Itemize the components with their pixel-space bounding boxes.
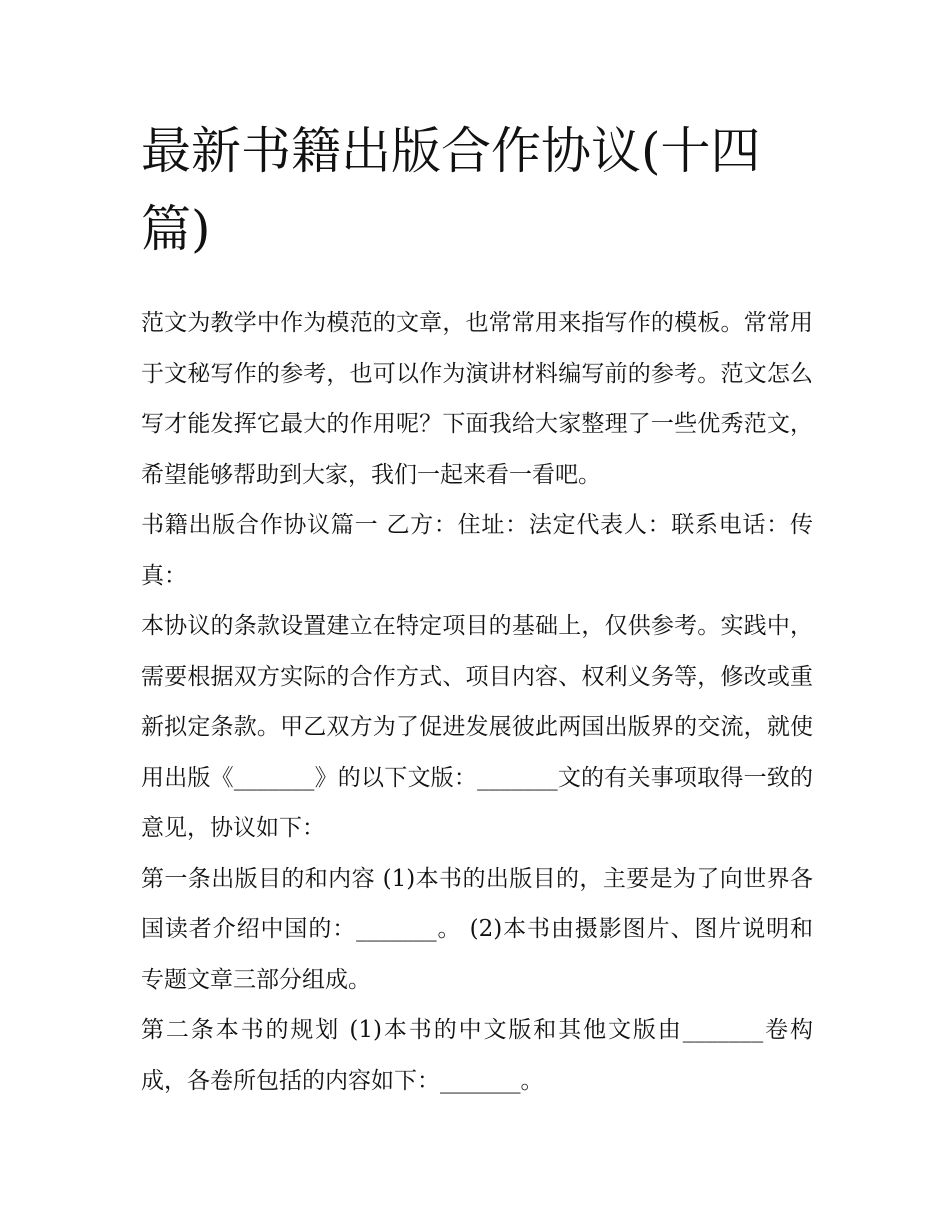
paragraph-article-2: 第二条本书的规划 (1)本书的中文版和其他文版由_______卷构成，各卷所包括的内容如下：_______。	[141, 1017, 813, 1094]
document-title: 最新书籍出版合作协议(十四篇)	[141, 122, 761, 258]
paragraph-party-info: 书籍出版合作协议篇一 乙方：住址：法定代表人：联系电话：传真：	[141, 512, 813, 589]
paragraph-intro: 范文为教学中作为模范的文章，也常常用来指写作的模板。常常用于文秘写作的参考，也可以作为演讲材料编写前的参考。范文怎么写才能发挥它最大的作用呢？下面我给大家整理了一些优秀范文，希望能够帮助到大家，我们一起来看一看吧。	[141, 310, 813, 488]
paragraph-article-1: 第一条出版目的和内容 (1)本书的出版目的，主要是为了向世界各国读者介绍中国的：_______。 (2)本书由摄影图片、图片说明和专题文章三部分组成。	[141, 865, 813, 993]
document-body	[141, 298, 813, 1106]
document-page	[141, 112, 813, 1106]
paragraph-preamble: 本协议的条款设置建立在特定项目的基础上，仅供参考。实践中，需要根据双方实际的合作方式、项目内容、权利义务等，修改或重新拟定条款。甲乙双方为了促进发展彼此两国出版界的交流，就使用出版《_______》的以下文版：_______文的有关事项取得一致的意见，协议如下：	[141, 613, 813, 841]
